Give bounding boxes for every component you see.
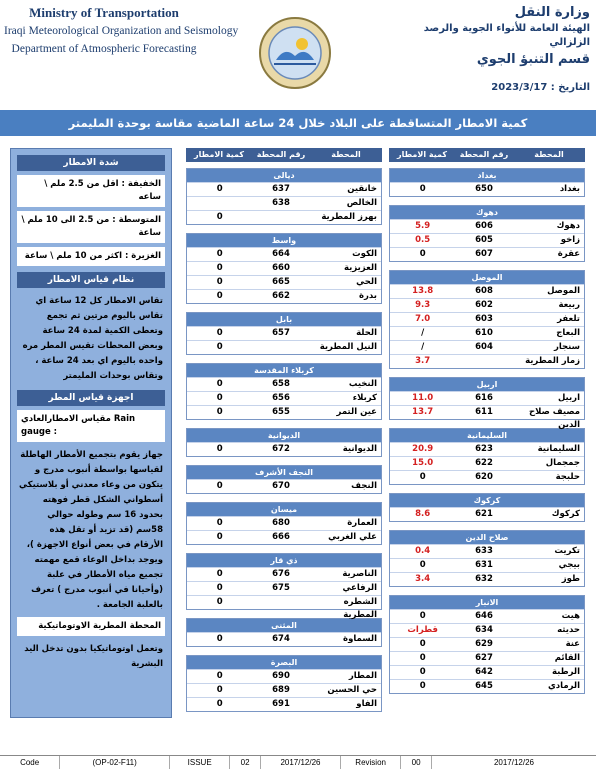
station-number: 665 bbox=[272, 277, 290, 287]
station-name: القائم bbox=[554, 653, 580, 663]
footer-revision-date: 2017/12/26 bbox=[493, 758, 534, 767]
station-name: الموصل bbox=[547, 286, 580, 296]
station-name: النجف bbox=[351, 481, 377, 491]
province-group bbox=[186, 502, 382, 545]
table-row bbox=[187, 182, 381, 196]
station-number: 622 bbox=[475, 458, 493, 468]
auto-station-heading: المحطة المطرية الاوتوماتيكية bbox=[17, 617, 165, 636]
station-name: دهوك bbox=[556, 221, 580, 231]
rain-amount: 0 bbox=[419, 653, 426, 663]
station-name: كربلاء bbox=[352, 393, 377, 403]
province-name: بغداد bbox=[390, 169, 584, 182]
table-row bbox=[187, 530, 381, 544]
table-row bbox=[390, 507, 584, 521]
table-header bbox=[186, 148, 382, 162]
province-name: البصرة bbox=[187, 656, 381, 669]
station-name: الديوانية bbox=[342, 444, 377, 454]
rain-amount: 0 bbox=[419, 472, 426, 482]
station-name: الفاو bbox=[356, 699, 377, 709]
province-name: دهوك bbox=[390, 206, 584, 219]
rain-amount: 0 bbox=[216, 685, 223, 695]
rain-amount: 0 bbox=[216, 444, 223, 454]
station-name: تكريت bbox=[554, 546, 580, 556]
station-number: 658 bbox=[272, 379, 290, 389]
province-group bbox=[389, 168, 585, 197]
station-name: بيجي bbox=[558, 560, 580, 570]
rain-amount: 15.0 bbox=[412, 458, 434, 468]
province-group bbox=[389, 595, 585, 694]
province-name: كربلاء المقدسة bbox=[187, 364, 381, 377]
table-row bbox=[390, 405, 584, 430]
rain-amount: 13.7 bbox=[412, 407, 434, 417]
table-row bbox=[390, 651, 584, 665]
station-name: بهرز المطرية bbox=[321, 212, 377, 222]
province-name: ديالى bbox=[187, 169, 381, 182]
station-name: جمجمال bbox=[545, 458, 580, 468]
station-name: عنة bbox=[565, 639, 580, 649]
station-number: 629 bbox=[475, 639, 493, 649]
station-name: حلبجة bbox=[555, 472, 580, 482]
station-number bbox=[455, 355, 512, 368]
province-group bbox=[389, 493, 585, 522]
header-amount: كمية الامطار bbox=[194, 150, 244, 159]
station-number: 670 bbox=[272, 481, 290, 491]
station-name: حديثه bbox=[557, 625, 580, 635]
station-number: 662 bbox=[272, 291, 290, 301]
rain-amount: 0 bbox=[216, 699, 223, 709]
station-number: 675 bbox=[272, 583, 290, 593]
rain-amount: قطرات bbox=[407, 625, 438, 635]
table-row bbox=[187, 261, 381, 275]
table-row bbox=[390, 609, 584, 623]
rain-amount: 7.0 bbox=[415, 314, 431, 324]
rain-amount: 11.0 bbox=[412, 393, 434, 403]
rain-amount: 0 bbox=[216, 393, 223, 403]
table-row bbox=[390, 233, 584, 247]
table-row bbox=[187, 340, 381, 354]
table-row bbox=[390, 679, 584, 693]
station-name: خانقين bbox=[347, 184, 377, 194]
station-number: 645 bbox=[475, 681, 493, 691]
rain-amount: 0 bbox=[419, 560, 426, 570]
station-number: 691 bbox=[272, 699, 290, 709]
table-row bbox=[390, 572, 584, 586]
footer-issue-date: 2017/12/26 bbox=[261, 756, 341, 769]
province-name: ميسان bbox=[187, 503, 381, 516]
station-number: 638 bbox=[272, 198, 290, 208]
rain-amount: 0 bbox=[419, 639, 426, 649]
table-row bbox=[390, 312, 584, 326]
table-row bbox=[390, 284, 584, 298]
rain-amount: 20.9 bbox=[412, 444, 434, 454]
station-name: المطار bbox=[348, 671, 377, 681]
table-row bbox=[187, 326, 381, 340]
station-number: 666 bbox=[272, 532, 290, 542]
table-row bbox=[187, 683, 381, 697]
station-number: 650 bbox=[475, 184, 493, 194]
stations-column-right bbox=[389, 148, 585, 702]
rain-amount: 0.4 bbox=[415, 546, 431, 556]
rain-amount: 3.4 bbox=[415, 574, 431, 584]
province-group bbox=[389, 530, 585, 587]
province-group bbox=[186, 553, 382, 620]
station-number: 656 bbox=[272, 393, 290, 403]
station-number: 634 bbox=[475, 625, 493, 635]
report-date: التاريخ : 2023/3/17 bbox=[491, 82, 590, 93]
table-header bbox=[389, 148, 585, 162]
station-name: النيل المطرية bbox=[319, 342, 377, 352]
station-name: السماوة bbox=[343, 634, 377, 644]
station-number bbox=[252, 341, 309, 354]
footer-code: (OP-02-F11) bbox=[60, 756, 170, 769]
table-row bbox=[390, 558, 584, 572]
table-row bbox=[390, 637, 584, 651]
table-row bbox=[187, 567, 381, 581]
table-row bbox=[390, 298, 584, 312]
footer-issue: 02 bbox=[230, 756, 261, 769]
rain-amount: 0.5 bbox=[415, 235, 431, 245]
rain-amount bbox=[187, 197, 252, 210]
rain-amount: 0 bbox=[216, 583, 223, 593]
station-number bbox=[252, 596, 309, 609]
rain-amount: 3.7 bbox=[415, 356, 431, 366]
station-name: تلعفر bbox=[557, 314, 580, 324]
rain-amount: 0 bbox=[216, 597, 223, 607]
station-name: حي الحسين bbox=[327, 685, 377, 695]
rain-amount: 0 bbox=[419, 681, 426, 691]
station-name: البعاج bbox=[556, 328, 580, 338]
station-number: 631 bbox=[475, 560, 493, 570]
station-name: عين التمر bbox=[336, 407, 377, 417]
station-name: الرفاعي bbox=[342, 583, 377, 593]
header-number: رقم المحطة bbox=[256, 150, 306, 159]
province-group bbox=[389, 270, 585, 369]
ministry-name-ar: وزارة النقل bbox=[514, 5, 590, 20]
station-name: الرطبة bbox=[551, 667, 580, 677]
station-number: 603 bbox=[475, 314, 493, 324]
intensity-moderate: المتوسطة : من 2.5 الى 10 ملم \ ساعة bbox=[17, 211, 165, 243]
table-row bbox=[390, 623, 584, 637]
ministry-name: Ministry of Transportation bbox=[29, 5, 179, 20]
rain-amount: 0 bbox=[216, 184, 223, 194]
table-row bbox=[187, 405, 381, 419]
footer-revision-label: Revision bbox=[341, 756, 401, 769]
province-group bbox=[186, 168, 382, 225]
table-row bbox=[187, 581, 381, 595]
station-number: 633 bbox=[475, 546, 493, 556]
table-row bbox=[390, 391, 584, 405]
table-row bbox=[187, 210, 381, 224]
organization-logo bbox=[258, 16, 332, 90]
station-number: 621 bbox=[475, 509, 493, 519]
station-number: 674 bbox=[272, 634, 290, 644]
table-row bbox=[390, 354, 584, 368]
table-row bbox=[187, 442, 381, 456]
station-name: العمارة bbox=[347, 518, 377, 528]
station-name: العزيزية bbox=[343, 263, 377, 273]
station-number bbox=[252, 211, 309, 224]
rain-amount: 0 bbox=[216, 569, 223, 579]
station-number: 690 bbox=[272, 671, 290, 681]
table-row bbox=[187, 391, 381, 405]
station-name: الناصرية bbox=[342, 569, 377, 579]
rain-amount: / bbox=[421, 342, 425, 352]
rain-amount: 0 bbox=[419, 184, 426, 194]
organization-name-ar: الهيئة العامة للأنواء الجوية والرصد الزلزالي bbox=[423, 23, 590, 48]
table-row bbox=[390, 326, 584, 340]
header-station: المحطة bbox=[331, 150, 361, 159]
station-number: 616 bbox=[475, 393, 493, 403]
station-number: 637 bbox=[272, 184, 290, 194]
station-name: بدرة bbox=[358, 291, 377, 301]
header-amount: كمية الامطار bbox=[397, 150, 447, 159]
station-number: 689 bbox=[272, 685, 290, 695]
rain-amount: 0 bbox=[216, 263, 223, 273]
station-number: 642 bbox=[475, 667, 493, 677]
rain-amount: 0 bbox=[419, 249, 426, 259]
station-name: ربيعة bbox=[558, 300, 580, 310]
table-row bbox=[390, 219, 584, 233]
station-number: 627 bbox=[475, 653, 493, 663]
station-number: 680 bbox=[272, 518, 290, 528]
table-row bbox=[390, 665, 584, 679]
station-number: 623 bbox=[475, 444, 493, 454]
footer-issue-label: ISSUE bbox=[170, 756, 230, 769]
station-number: 604 bbox=[475, 342, 493, 352]
station-name: الحي bbox=[356, 277, 377, 287]
devices-heading: اجهزة قياس المطر bbox=[17, 390, 165, 406]
station-name: مصيف صلاح الدين bbox=[529, 407, 580, 430]
rain-amount: 0 bbox=[216, 249, 223, 259]
station-number: 676 bbox=[272, 569, 290, 579]
rain-amount: 0 bbox=[216, 481, 223, 491]
station-number: 655 bbox=[272, 407, 290, 417]
table-row bbox=[187, 289, 381, 303]
document-footer bbox=[0, 755, 596, 769]
province-name: ذي قار bbox=[187, 554, 381, 567]
station-number: 646 bbox=[475, 611, 493, 621]
rain-amount: 0 bbox=[419, 611, 426, 621]
table-row bbox=[187, 275, 381, 289]
station-name: السليمانية bbox=[537, 444, 580, 454]
table-row bbox=[390, 470, 584, 484]
station-name: بغداد bbox=[559, 184, 580, 194]
province-name: النجف الأشرف bbox=[187, 466, 381, 479]
rain-amount: 0 bbox=[216, 212, 223, 222]
station-number: 607 bbox=[475, 249, 493, 259]
province-group bbox=[186, 655, 382, 712]
province-group bbox=[186, 465, 382, 494]
rain-amount: 0 bbox=[216, 634, 223, 644]
station-number: 660 bbox=[272, 263, 290, 273]
department-name-ar: قسم التنبؤ الجوي bbox=[476, 52, 590, 67]
province-name: بابل bbox=[187, 313, 381, 326]
rain-amount: 0 bbox=[216, 277, 223, 287]
station-name: زمار المطرية bbox=[525, 356, 580, 366]
footer-revision: 00 bbox=[401, 756, 432, 769]
province-group bbox=[389, 205, 585, 262]
station-name: الشطره المطرية bbox=[343, 597, 377, 620]
header-arabic bbox=[400, 4, 590, 96]
rain-amount: 0 bbox=[216, 291, 223, 301]
station-number: 602 bbox=[475, 300, 493, 310]
province-group bbox=[186, 233, 382, 304]
province-name: اربيل bbox=[390, 378, 584, 391]
rain-amount: 0 bbox=[216, 671, 223, 681]
table-row bbox=[390, 247, 584, 261]
rain-amount: 9.3 bbox=[415, 300, 431, 310]
header-number: رقم المحطة bbox=[459, 150, 509, 159]
rain-amount: / bbox=[421, 328, 425, 338]
table-row bbox=[187, 697, 381, 711]
rain-amount: 0 bbox=[216, 532, 223, 542]
rain-amount: 0 bbox=[216, 342, 223, 352]
province-name: صلاح الدين bbox=[390, 531, 584, 544]
table-row bbox=[187, 479, 381, 493]
province-name: كركوك bbox=[390, 494, 584, 507]
info-panel bbox=[10, 148, 172, 718]
station-number: 610 bbox=[475, 328, 493, 338]
table-row bbox=[187, 595, 381, 620]
rain-amount: 0 bbox=[216, 379, 223, 389]
rain-amount: 0 bbox=[216, 328, 223, 338]
province-name: السليمانية bbox=[390, 429, 584, 442]
footer-code-label: Code bbox=[0, 756, 60, 769]
station-name: زاخو bbox=[560, 235, 580, 245]
province-name: المثنى bbox=[187, 619, 381, 632]
system-heading: نظام قياس الامطار bbox=[17, 272, 165, 288]
intensity-light: الخفيفة : اقل من 2.5 ملم \ ساعه bbox=[17, 175, 165, 207]
header-station: المحطة bbox=[534, 150, 564, 159]
system-text: تقاس الامطار كل 12 ساعة اي تقاس باليوم مرتين ثم تجمع وتعطى الكمية لمدة 24 ساعة وبعض المحطات تقيس المطر مره واحده باليوم اي بعد 24 ساعة ، وتقاس بوحدات المليمتر bbox=[22, 296, 163, 381]
rain-gauge-label: مقياس الامطارالعادي Rain gauge : bbox=[17, 410, 165, 442]
station-number: 608 bbox=[475, 286, 493, 296]
table-row bbox=[187, 377, 381, 391]
organization-name: Iraqi Meteorological Organization and Seismology bbox=[4, 25, 239, 37]
station-number: 672 bbox=[272, 444, 290, 454]
table-row bbox=[187, 632, 381, 646]
department-name: Department of Atmospheric Forecasting bbox=[11, 43, 197, 55]
station-number: 611 bbox=[475, 407, 493, 417]
station-name: كركوك bbox=[551, 509, 580, 519]
table-row bbox=[187, 516, 381, 530]
rain-amount: 0 bbox=[419, 667, 426, 677]
station-number: 606 bbox=[475, 221, 493, 231]
station-name: الخالص bbox=[346, 198, 377, 208]
province-group bbox=[186, 428, 382, 457]
table-row bbox=[187, 196, 381, 210]
province-name: الموصل bbox=[390, 271, 584, 284]
rain-amount: 0 bbox=[216, 407, 223, 417]
province-name: الانبار bbox=[390, 596, 584, 609]
table-row bbox=[390, 340, 584, 354]
table-row bbox=[187, 247, 381, 261]
province-group bbox=[389, 428, 585, 485]
stations-column-middle bbox=[186, 148, 382, 720]
rain-amount: 8.6 bbox=[415, 509, 431, 519]
header-english bbox=[4, 4, 239, 58]
station-name: طوز bbox=[561, 574, 580, 584]
station-name: هيت bbox=[561, 611, 580, 621]
table-row bbox=[187, 669, 381, 683]
rain-amount: 5.9 bbox=[415, 221, 431, 231]
station-name: علي الغربي bbox=[328, 532, 377, 542]
station-name: اربيل bbox=[557, 393, 580, 403]
province-group bbox=[186, 363, 382, 420]
station-name: الرمادي bbox=[548, 681, 580, 691]
province-name: الديوانية bbox=[187, 429, 381, 442]
table-row bbox=[390, 442, 584, 456]
intensity-heavy: الغزيرة : اكثر من 10 ملم \ ساعة bbox=[17, 247, 165, 266]
table-row bbox=[390, 182, 584, 196]
station-name: الحلة bbox=[356, 328, 377, 338]
report-title: كمية الامطار المتساقطة على البلاد خلال 24 ساعة الماضية مقاسة بوحدة المليمتر bbox=[0, 110, 596, 136]
station-number: 664 bbox=[272, 249, 290, 259]
province-group bbox=[389, 377, 585, 430]
station-name: عقرة bbox=[557, 249, 580, 259]
station-number: 657 bbox=[272, 328, 290, 338]
station-name: الكوت bbox=[352, 249, 377, 259]
rain-amount: 0 bbox=[216, 518, 223, 528]
station-number: 605 bbox=[475, 235, 493, 245]
rain-amount: 13.8 bbox=[412, 286, 434, 296]
station-number: 620 bbox=[475, 472, 493, 482]
province-group bbox=[186, 312, 382, 355]
station-name: سنجار bbox=[553, 342, 580, 352]
province-group bbox=[186, 618, 382, 647]
auto-station-text: وتعمل اوتوماتيكيا بدون تدخل اليد البشرية bbox=[24, 644, 163, 669]
rain-gauge-description: جهاز يقوم بتجميع الأمطار الهاطلة لقياسها بواسطة أنبوب مدرج و يتكون من وعاء معدني أو بلاستيكي أسطواني الشكل قطر فوهته بحدود 16 سم وطوله حوالي 58سم (قد تزيد أو تقل هذه الأرقام في بعض أنواع الاجهزة )، ويوجد بداخل الوعاء قمع مهمته تجميع مياه الأمطار في علبة (وأحيانا في أنبوب مدرج ) تعرف بالعلبة الجامعة . bbox=[19, 450, 163, 610]
station-name: النخيب bbox=[348, 379, 377, 389]
station-number: 632 bbox=[475, 574, 493, 584]
table-row bbox=[390, 456, 584, 470]
intensity-heading: شدة الامطار bbox=[17, 155, 165, 171]
table-row bbox=[390, 544, 584, 558]
province-name: واسط bbox=[187, 234, 381, 247]
